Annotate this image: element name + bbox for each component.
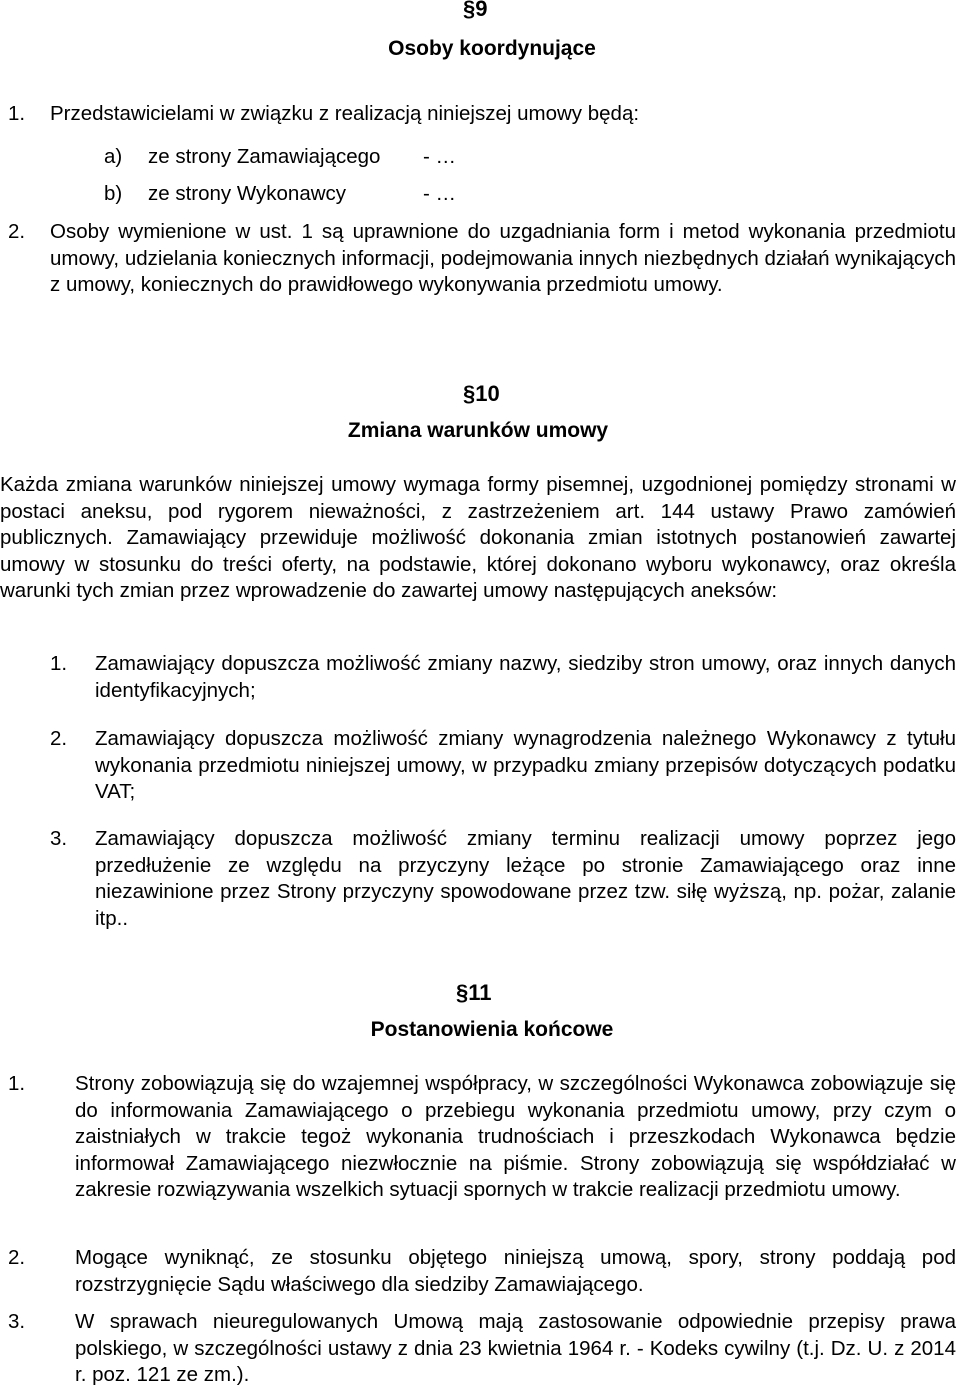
s9-sub-b-text: ze strony Wykonawcy	[148, 182, 347, 205]
s10-item-2-num: 2.	[50, 727, 68, 750]
s10-item-1-num: 1.	[50, 652, 68, 675]
s11-item-3-num: 3.	[8, 1310, 26, 1333]
s11-item-2-num: 2.	[8, 1246, 26, 1269]
s11-item-3-text: W sprawach nieuregulowanych Umową mają zastosowanie odpowiednie przepisy prawa polskiego, w szczególności ustawy z dnia 23 kwietnia 1964 r. - Kodeks cywilny (t.j. Dz. U. z 2014 r. poz. 121 ze zm.).	[75, 1310, 956, 1386]
section-10-mark: §10	[463, 381, 500, 406]
s9-sub-a-text: ze strony Zamawiającego	[148, 145, 381, 168]
s11-item-1-text: Strony zobowiązują się do wzajemnej współpracy, w szczególności Wykonawca zobowiązuje się do informowania Zamawiającego o przebiegu wykonania przedmiotu umowy, przy czym o zaistniałych w trakcie tegoż wykonania trudnościach i przeszkodach Wykonawca będzie informował Zamawiającego niezwłocznie na piśmie. Strony zobowiązują się współdziałać w zakresie rozwiązywania wszelkich sytuacji spornych w trakcie realizacji przedmiotu umowy.	[75, 1072, 956, 1201]
section-10-title: Zmiana warunków umowy	[347, 419, 609, 442]
s9-sub-b-label: b)	[104, 182, 123, 205]
s9-sub-a-dash: - …	[423, 145, 457, 168]
s10-item-3-text: Zamawiający dopuszcza możliwość zmiany terminu realizacji umowy poprzez jego przedłużenie ze względu na przyczyny leżące po stronie Zamawiającego oraz inne niezawinione przez Strony przyczyny spowodowane przez tzw. siłę wyższą, np. pożar, zalanie itp..	[95, 827, 956, 930]
s9-sub-b-dash: - …	[423, 182, 457, 205]
section-9-mark: §9	[463, 0, 488, 21]
s9-item-2-num: 2.	[8, 220, 26, 243]
s9-item-2-text: Osoby wymienione w ust. 1 są uprawnione do uzgadniania form i metod wykonania przedmiotu umowy, udzielania koniecznych informacji, podejmowania innych niezbędnych działań wynikających z umowy, koniecznych do prawidłowego wykonywania przedmiotu umowy.	[50, 220, 956, 296]
s11-item-1-num: 1.	[8, 1072, 26, 1095]
s11-item-2-text: Mogące wyniknąć, ze stosunku objętego niniejszą umową, spory, strony poddają pod rozstrzygnięcie Sądu właściwego dla siedziby Zamawiającego.	[75, 1246, 956, 1296]
s9-item-1-num: 1.	[8, 102, 26, 125]
section-11-title: Postanowienia końcowe	[370, 1018, 614, 1041]
s10-item-2-text: Zamawiający dopuszcza możliwość zmiany wynagrodzenia należnego Wykonawcy z tytułu wykonania przedmiotu niniejszej umowy, w przypadku zmiany przepisów dotyczących podatku VAT;	[95, 727, 956, 803]
s10-intro: Każda zmiana warunków niniejszej umowy wymaga formy pisemnej, uzgodnionej pomiędzy stronami w postaci aneksu, pod rygorem nieważności, z zastrzeżeniem art. 144 ustawy Prawo zamówień publicznych. Zamawiający przewiduje możliwość dokonania zmian istotnych postanowień zawartej umowy w stosunku do treści oferty, na podstawie, której dokonano wyboru wykonawcy, oraz określa warunki tych zmian przez wprowadzenie do zawartej umowy następujących aneksów:	[0, 473, 956, 602]
section-9-title: Osoby koordynujące	[388, 37, 596, 60]
section-11-mark: §11	[456, 980, 492, 1005]
s10-item-1-text: Zamawiający dopuszcza możliwość zmiany nazwy, siedziby stron umowy, oraz innych danych identyfikacyjnych;	[95, 652, 956, 702]
s9-item-1-text: Przedstawicielami w związku z realizacją niniejszej umowy będą:	[50, 102, 640, 125]
s10-item-3-num: 3.	[50, 827, 68, 850]
s9-sub-a-label: a)	[104, 145, 123, 168]
